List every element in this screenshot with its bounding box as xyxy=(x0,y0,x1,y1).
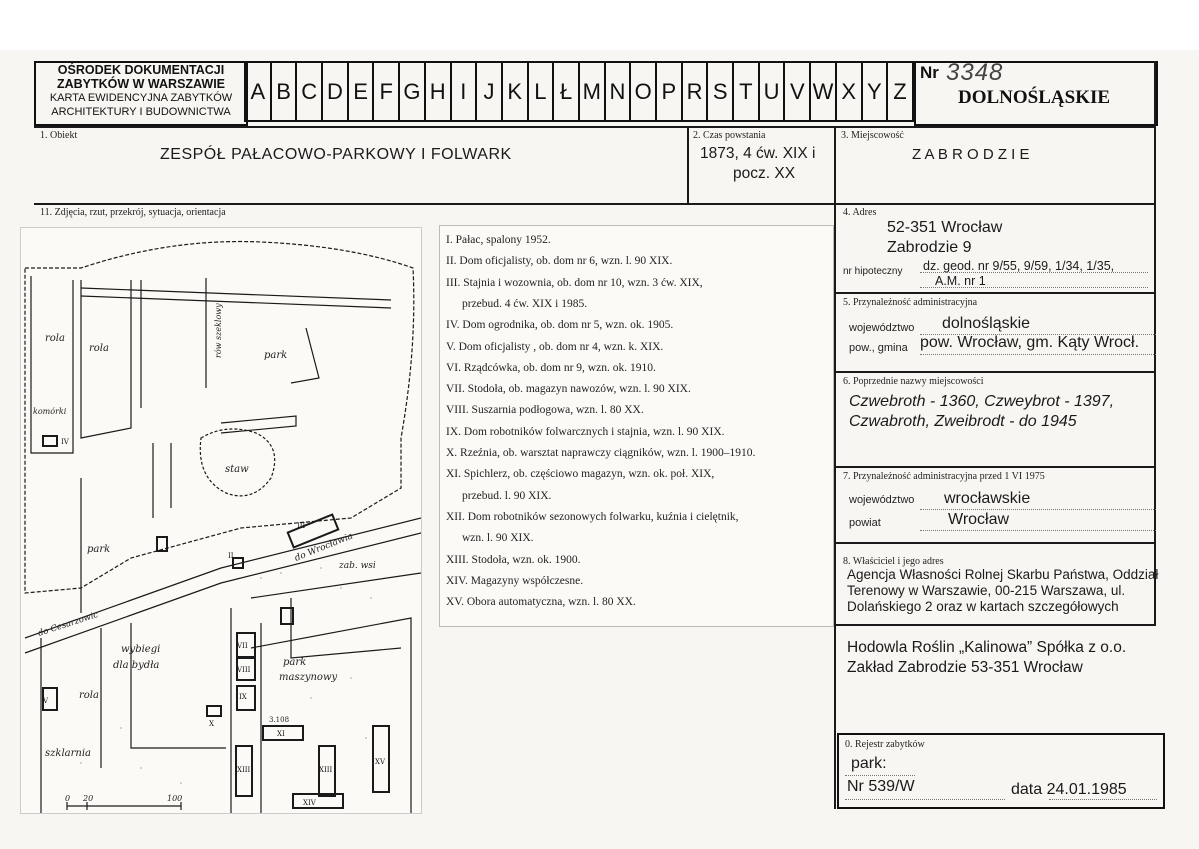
card-type-line1: KARTA EWIDENCYJNA ZABYTKÓW xyxy=(49,92,233,104)
legend-item: wzn. l. 90 XIX. xyxy=(462,532,534,545)
institution-line1: OŚRODEK DOKUMENTACJI xyxy=(57,63,225,77)
building-label: III xyxy=(297,522,306,530)
legend-item: przebud. l. 90 XIX. xyxy=(462,489,552,502)
scale-100: 100 xyxy=(167,794,183,803)
legend-item: XIII. Stodoła, wzn. ok. 1900. xyxy=(446,553,581,566)
index-letter: H xyxy=(424,61,452,122)
divider xyxy=(34,203,1156,205)
building-label: XIII xyxy=(237,766,251,774)
address-line1: 52-351 Wrocław xyxy=(887,219,1003,236)
region-name: DOLNOŚLĄSKIE xyxy=(958,87,1111,108)
map-label-dla-bydla: dla bydła xyxy=(113,660,160,671)
mortgage-line1: dz. geod. nr 9/55, 9/59, 1/34, 1/35, xyxy=(923,259,1115,273)
photos-label: 11. Zdjęcia, rzut, przekrój, sytuacja, orientacja xyxy=(40,207,226,218)
dotted-line xyxy=(920,287,1148,288)
admin-label: 5. Przynależność administracyjna xyxy=(843,297,978,308)
map-label-maszynowy: maszynowy xyxy=(279,672,338,683)
former-names-label: 6. Poprzednie nazwy miejscowości xyxy=(843,376,984,387)
register-label: 0. Rejestr zabytków xyxy=(845,739,925,750)
building-label: XI xyxy=(277,730,285,738)
building-label: XV xyxy=(375,758,386,766)
index-letter: X xyxy=(835,61,863,122)
district-1975-label: powiat xyxy=(849,517,881,529)
owner-line5: Zakład Zabrodzie 53-351 Wrocław xyxy=(847,659,1083,676)
index-letter: T xyxy=(732,61,760,122)
mortgage-label: nr hipoteczny xyxy=(843,266,903,277)
index-letter: A xyxy=(244,61,272,122)
index-letter: L xyxy=(527,61,555,122)
legend-item: IV. Dom ogrodnika, ob. dom nr 5, wzn. ok. 1905. xyxy=(446,319,674,332)
building-label: X xyxy=(209,720,214,728)
county-value: pow. Wrocław, gm. Kąty Wrocł. xyxy=(920,334,1140,351)
building-label: II xyxy=(228,552,234,560)
mortgage-line2: A.M. nr 1 xyxy=(935,274,986,288)
legend-item: X. Rzeźnia, ob. warsztat naprawczy ciągników, wzn. l. 1900–1910. xyxy=(446,447,756,459)
address-line2: Zabrodzie 9 xyxy=(887,239,972,256)
date-label: 2. Czas powstania xyxy=(693,130,766,141)
map-label-wybiegi: wybiegi xyxy=(121,644,161,655)
owner-line4: Hodowla Roślin „Kalinowa” Spółka z o.o. xyxy=(847,639,1127,656)
building-label: IX xyxy=(239,693,247,701)
register-date: data 24.01.1985 xyxy=(1011,781,1127,798)
building-label: XIV xyxy=(303,799,316,807)
legend-item: V. Dom oficjalisty , ob. dom nr 4, wzn. k. XIX. xyxy=(446,340,664,353)
institution-line2: ZABYTKÓW W WARSZAWIE xyxy=(56,77,226,91)
index-letter: B xyxy=(270,61,298,122)
divider xyxy=(834,292,1156,294)
register-park: park: xyxy=(851,755,887,772)
index-letter: R xyxy=(681,61,709,122)
locality-value: Z A B R O D Z I E xyxy=(912,146,1030,163)
map-label-rola: rola xyxy=(45,333,65,344)
building-label: VII xyxy=(237,642,248,650)
site-plan-drawing xyxy=(21,228,421,813)
building-label: XIII xyxy=(319,766,333,774)
institution-box xyxy=(34,61,248,126)
date-value-line1: 1873, 4 ćw. XIX i xyxy=(700,145,816,162)
scale-20: 20 xyxy=(83,794,94,803)
index-letter: W xyxy=(809,61,837,122)
object-value: ZESPÓŁ PAŁACOWO-PARKOWY I FOLWARK xyxy=(160,146,512,163)
nr-label: Nr xyxy=(920,63,939,82)
index-letter: S xyxy=(706,61,734,122)
map-label-row: rów szeklowy xyxy=(214,303,223,358)
dotted-line xyxy=(920,530,1156,531)
dotted-line xyxy=(920,272,1148,273)
legend-item: XI. Spichlerz, ob. częściowo magazyn, wzn. ok. poł. XIX, xyxy=(446,468,715,481)
voivodeship-label: województwo xyxy=(849,322,915,334)
building-label: VIII xyxy=(237,666,251,674)
map-label-village: zab. wsi xyxy=(339,561,376,571)
card-type-line2: ARCHITEKTURY I BUDOWNICTWA xyxy=(51,106,231,118)
divider xyxy=(687,126,689,205)
index-letter: I xyxy=(450,61,478,122)
register-number: Nr 539/W xyxy=(847,778,915,795)
map-label-rola: rola xyxy=(79,690,99,701)
divider xyxy=(834,624,1156,626)
legend-item: VIII. Suszarnia podłogowa, wzn. l. 80 XX. xyxy=(446,404,644,417)
former-names-line2: Czwabroth, Zweibrodt - do 1945 xyxy=(849,413,1077,430)
owner-line1: Agencja Własności Rolnej Skarbu Państwa, Oddział xyxy=(847,567,1159,582)
index-letter: G xyxy=(398,61,426,122)
owner-line3: Dolańskiego 2 oraz w kartach szczegółowych xyxy=(847,599,1119,614)
legend-item: VII. Stodoła, ob. magazyn nawozów, wzn. l. 90 XIX. xyxy=(446,383,691,396)
object-label: 1. Obiekt xyxy=(40,130,78,141)
index-letter: P xyxy=(655,61,683,122)
legend-item: II. Dom oficjalisty, ob. dom nr 6, wzn. l. 90 XIX. xyxy=(446,255,673,268)
index-letter: O xyxy=(629,61,657,122)
building-label: IV xyxy=(61,438,69,446)
nr-value: 3348 xyxy=(946,59,1004,86)
building-label: V xyxy=(43,697,49,705)
map-label-park: park xyxy=(87,544,111,555)
dotted-line xyxy=(920,509,1156,510)
map-label-staw: staw xyxy=(225,464,249,475)
legend-item: przebud. 4 ćw. XIX i 1985. xyxy=(462,297,588,310)
admin-1975-label: 7. Przynależność administracyjna przed 1 VI 1975 xyxy=(843,471,1045,482)
divider xyxy=(834,371,1156,373)
voivodeship-value: dolnośląskie xyxy=(942,315,1031,332)
legend-item: XII. Dom robotników sezonowych folwarku, kuźnia i cielętnik, xyxy=(446,510,739,523)
map-label-komorki: komórki xyxy=(33,407,67,416)
map-label-szklarnia: szklarnia xyxy=(45,748,92,759)
owner-line2: Terenowy w Warszawie, 00-215 Warszawa, ul. xyxy=(847,583,1126,598)
index-letter: K xyxy=(501,61,529,122)
index-letter: M xyxy=(578,61,606,122)
index-letter: Y xyxy=(861,61,889,122)
scale-0: 0 xyxy=(65,794,71,803)
index-letter: N xyxy=(604,61,632,122)
legend-item: XIV. Magazyny współczesne. xyxy=(446,574,584,587)
index-letter: Ł xyxy=(552,61,580,122)
index-letter: E xyxy=(347,61,375,122)
date-value-line2: pocz. XX xyxy=(733,165,796,182)
map-label-number: 3.108 xyxy=(269,716,290,724)
dotted-line xyxy=(845,775,915,776)
map-label-road-wroclaw: do Wrocławia xyxy=(293,531,355,564)
owner-label: 8. Właściciel i jego adres xyxy=(843,556,944,567)
dotted-line xyxy=(1049,799,1157,800)
alphabet-index xyxy=(246,61,914,122)
legend-item: VI. Rządcówka, ob. dom nr 9, wzn. ok. 1910. xyxy=(446,361,656,374)
dotted-line xyxy=(845,799,1005,800)
legend-list xyxy=(439,225,834,627)
map-label-rola: rola xyxy=(89,343,109,354)
divider xyxy=(834,466,1156,468)
divider xyxy=(834,542,1156,544)
index-letter: U xyxy=(758,61,786,122)
map-label-park: park xyxy=(264,350,288,361)
address-label: 4. Adres xyxy=(843,207,877,218)
legend-item: IX. Dom robotników folwarcznych i stajnia, wzn. l. 90 XIX. xyxy=(446,425,725,438)
locality-label: 3. Miejscowość xyxy=(841,130,904,141)
index-letter: C xyxy=(295,61,323,122)
county-label: pow., gmina xyxy=(849,342,908,354)
index-letter: J xyxy=(475,61,503,122)
register-box xyxy=(837,733,1165,809)
legend-item: I. Pałac, spalony 1952. xyxy=(446,234,551,246)
district-1975-value: Wrocław xyxy=(948,511,1010,528)
index-letter: F xyxy=(372,61,400,122)
map-label-park-masz: park xyxy=(283,657,307,668)
nr-box xyxy=(914,61,1158,126)
dotted-line xyxy=(920,354,1156,355)
legend-item: III. Stajnia i wozownia, ob. dom nr 10, wzn. 3 ćw. XIX, xyxy=(446,276,703,289)
voivodeship-1975-label: województwo xyxy=(849,494,915,506)
index-letter: V xyxy=(783,61,811,122)
index-letter: D xyxy=(321,61,349,122)
voivodeship-1975-value: wrocławskie xyxy=(944,490,1031,507)
former-names-line1: Czwebroth - 1360, Czweybrot - 1397, xyxy=(849,393,1115,410)
map-label-road-cesarzowice: do Cesarzowic xyxy=(36,609,100,639)
site-plan xyxy=(20,227,422,814)
legend-item: XV. Obora automatyczna, wzn. l. 80 XX. xyxy=(446,596,636,609)
divider xyxy=(34,126,1156,128)
index-letter: Z xyxy=(886,61,914,122)
